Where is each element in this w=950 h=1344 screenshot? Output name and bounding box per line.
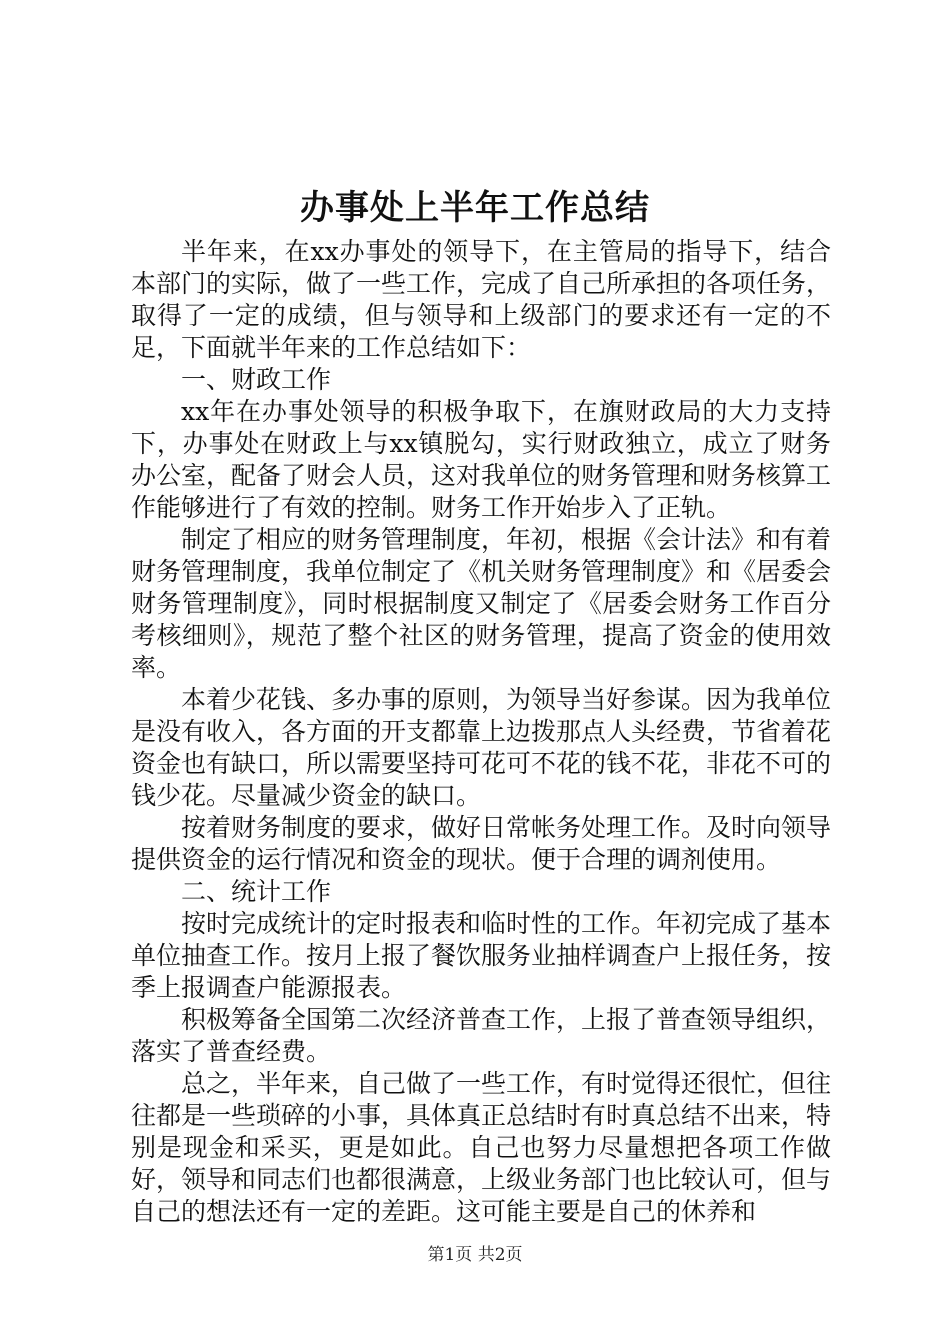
- paragraph-statistics-census: 积极筹备全国第二次经济普查工作，上报了普查领导组织，落实了普查经费。: [131, 1005, 832, 1066]
- section-heading-statistics: 二、统计工作: [181, 877, 332, 906]
- paragraph-summary: 总之，半年来，自己做了一些工作，有时觉得还很忙，但往往都是一些琐碎的小事，具体真正总结时有时真总结不出来，特别是现金和采买，更是如此。自己也努力尽量想把各项工作做好，领导和同志们也都很满意，上级业务部门也比较认可，但与自己的想法还有一定的差距。这可能主要是自己的休养和: [131, 1069, 832, 1226]
- paragraph-finance-rules: 制定了相应的财务管理制度，年初，根据《会计法》和有着财务管理制度，我单位制定了《机关财务管理制度》和《居委会财务管理制度》，同时根据制度又制定了《居委会财务工作百分考核细则》，规范了整个社区的财务管理，提高了资金的使用效率。: [131, 525, 832, 682]
- paragraph-finance-accounting: 按着财务制度的要求，做好日常帐务处理工作。及时向领导提供资金的运行情况和资金的现状。便于合理的调剂使用。: [131, 813, 832, 874]
- section-heading-finance: 一、财政工作: [181, 365, 332, 394]
- paragraph-statistics-reports: 按时完成统计的定时报表和临时性的工作。年初完成了基本单位抽查工作。按月上报了餐饮服务业抽样调查户上报任务，按季上报调查户能源报表。: [131, 909, 832, 1002]
- paragraph-intro: 半年来，在xx办事处的领导下，在主管局的指导下，结合本部门的实际，做了一些工作，完成了自己所承担的各项任务，取得了一定的成绩，但与领导和上级部门的要求还有一定的不足，下面就半年来的工作总结如下：: [131, 237, 832, 362]
- document-body: [131, 236, 831, 1228]
- paragraph-finance-independence: xx年在办事处领导的积极争取下，在旗财政局的大力支持下，办事处在财政上与xx镇脱勾，实行财政独立，成立了财务办公室，配备了财会人员，这对我单位的财务管理和财务核算工作能够进行了有效的控制。财务工作开始步入了正轨。: [131, 397, 832, 522]
- page-footer: 第1页 共2页: [427, 1245, 523, 1265]
- paragraph-finance-savings: 本着少花钱、多办事的原则，为领导当好参谋。因为我单位是没有收入，各方面的开支都靠上边拨那点人头经费，节省着花资金也有缺口，所以需要坚持可花可不花的钱不花，非花不可的钱少花。尽量减少资金的缺口。: [131, 685, 832, 810]
- document-title: 办事处上半年工作总结: [300, 188, 650, 228]
